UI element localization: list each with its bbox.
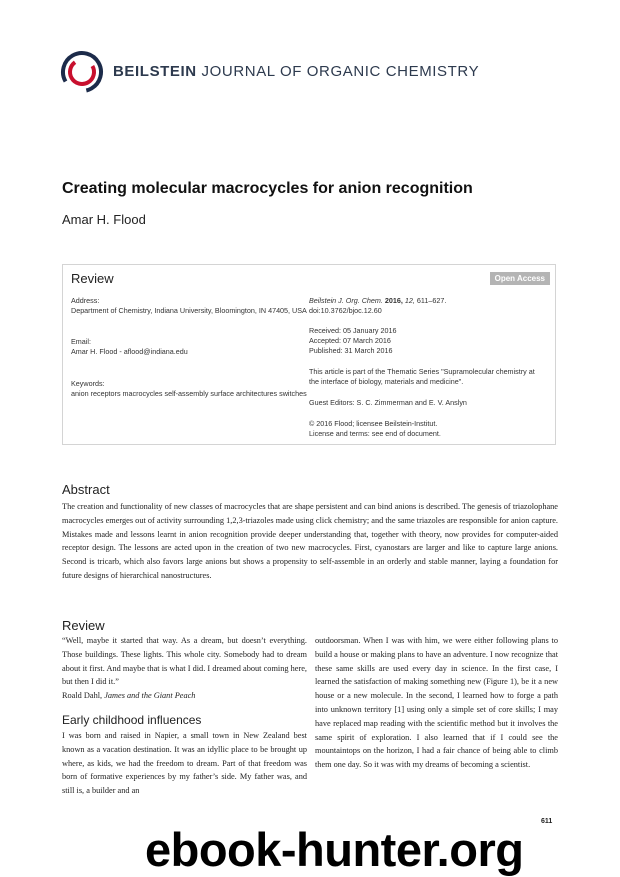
article-type-heading: Review [71, 271, 114, 286]
address-text: Department of Chemistry, Indiana University, Bloomington, IN 47405, USA [71, 306, 307, 315]
author-name: Amar H. Flood [62, 212, 146, 227]
guest-editors: Guest Editors: S. C. Zimmerman and E. V. Anslyn [309, 398, 467, 407]
published-date: Published: 31 March 2016 [309, 346, 393, 355]
journal-logo [60, 50, 104, 94]
received-date: Received: 05 January 2016 [309, 326, 397, 335]
series-line-2: the interface of biology, materials and medicine". [309, 377, 464, 386]
keywords-label: Keywords: [71, 379, 105, 388]
open-access-badge: Open Access [490, 272, 550, 285]
article-info-box [62, 264, 556, 445]
citation: Beilstein J. Org. Chem. 2016, 12, 611–627. [309, 296, 447, 305]
abstract-text: The creation and functionality of new classes of macrocycles that are shape persistent and can bind anions is described. The genesis of triazolophane macrocycles emerges out of activity surrounding 1,2,3-triazoles made using click chemistry; and the same triazoles are responsible for anion capture. Mistakes made and lessons learnt in anion recognition provide deeper understanding that, together with theory, now provides for computer-aided receptor design. The lessons are acted upon in the creation of two new macrocycles. First, cyanostars are larger and like to capture large anions. Second is tricarb, which also favors large anions but shows a propensity to self-assemble in an orderly and stable manner, laying a foundation for future designs of hierarchical nanostructures. [62, 502, 558, 580]
subsection-heading: Early childhood influences [62, 713, 202, 727]
body-paragraph-col1: I was born and raised in Napier, a small town in New Zealand best known as a vacation destination. It was an idyllic place to be brought up where, as kids, we had the freedom to dream. Part of that freedom was born of formative experiences by my father’s side. My father was, and still is, a builder and an [62, 731, 307, 796]
abstract-heading: Abstract [62, 482, 110, 497]
copyright: © 2016 Flood; licensee Beilstein-Institut. [309, 419, 438, 428]
body-paragraph-col2: outdoorsman. When I was with him, we were either following plans to build a house or making plans to have an adventure. I now recognize that these same skills are used every day in science. In the first case, I learned the satisfaction of making something new (Figure 1), be it a new house or a new molecule. In the second, I learned how to forge a path into unknown territory [1] using only a simple set of core skills; I may have replaced map reading with the scientific method but it involves the same spirit of exploration. I also learned that if I could see the mountaintops on the horizon, I had a fair chance of being able to climb them one day. So it was with my dreams of becoming a scientist. [315, 636, 558, 770]
doi-link[interactable]: doi:10.3762/bjoc.12.60 [309, 306, 382, 315]
article-title: Creating molecular macrocycles for anion recognition [62, 180, 473, 197]
journal-name: BEILSTEIN JOURNAL OF ORGANIC CHEMISTRY [113, 63, 480, 80]
series-line-1: This article is part of the Thematic Series "Supramolecular chemistry at [309, 367, 535, 376]
license-terms: License and terms: see end of document. [309, 429, 441, 438]
address-label: Address: [71, 296, 100, 305]
epigraph-quote: “Well, maybe it started that way. As a dream, but doesn’t everything. Those buildings. These lights. This whole city. Somebody had to dream about it first. And maybe that is what I did. I dreamed about coming here, but then I did it.” [62, 636, 307, 687]
review-heading: Review [62, 618, 105, 633]
page-number: 611 [541, 818, 553, 825]
email-text: Amar H. Flood - aflood@indiana.edu [71, 347, 188, 356]
watermark-text: ebook-hunter.org [145, 823, 524, 876]
email-label: Email: [71, 337, 91, 346]
epigraph-attribution: Roald Dahl, James and the Giant Peach [62, 691, 196, 700]
keywords-text: anion receptors macrocycles self-assembly surface architectures switches [71, 389, 307, 398]
accepted-date: Accepted: 07 March 2016 [309, 336, 391, 345]
